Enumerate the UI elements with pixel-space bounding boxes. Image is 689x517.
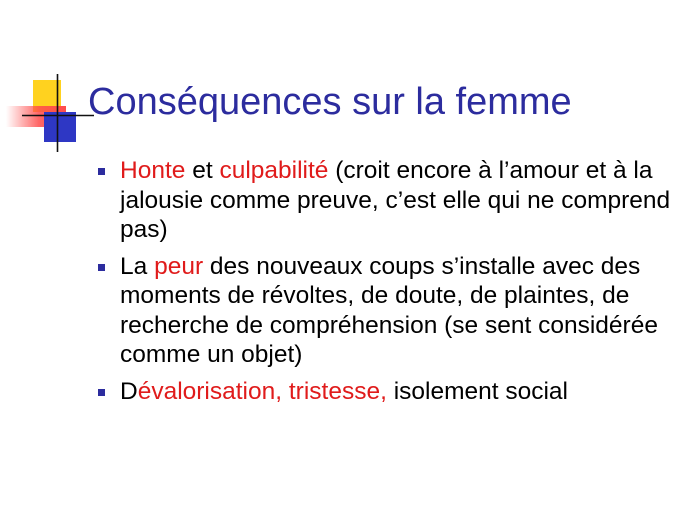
bullet-text-segment: et: [185, 157, 220, 184]
bullet-square-icon: [98, 264, 105, 271]
deco-blue-square: [44, 112, 76, 142]
bullet-text-segment: Honte: [120, 157, 186, 184]
bullet-item: [98, 377, 673, 407]
bullet-item: [98, 156, 673, 245]
bullet-text-segment: isolement social: [386, 377, 568, 405]
bullet-text-segment: D: [120, 377, 138, 405]
bullet-square-icon: [98, 168, 105, 175]
decorative-squares-logo: [0, 0, 100, 160]
slide-title: Conséquences sur la femme: [88, 81, 572, 123]
bullet-text-segment: évalorisation, tristesse,: [137, 377, 387, 405]
bullet-text-segment: culpabilité: [219, 157, 329, 184]
bullet-text-segment: La: [120, 252, 155, 280]
bullet-square-icon: [98, 389, 105, 396]
bullet-list: [98, 156, 673, 413]
bullet-item: [98, 252, 673, 370]
bullet-text-segment: (croit encore à l’amour et à la jalousie comme preuve, c’est elle qui ne comprend pas): [120, 157, 671, 243]
bullet-text-segment: des nouveaux coups s’installe avec des moments de révoltes, de doute, de plaintes, de recherche de compréhension (se sent considérée comme un objet): [120, 252, 658, 368]
bullet-text-segment: peur: [154, 252, 204, 280]
